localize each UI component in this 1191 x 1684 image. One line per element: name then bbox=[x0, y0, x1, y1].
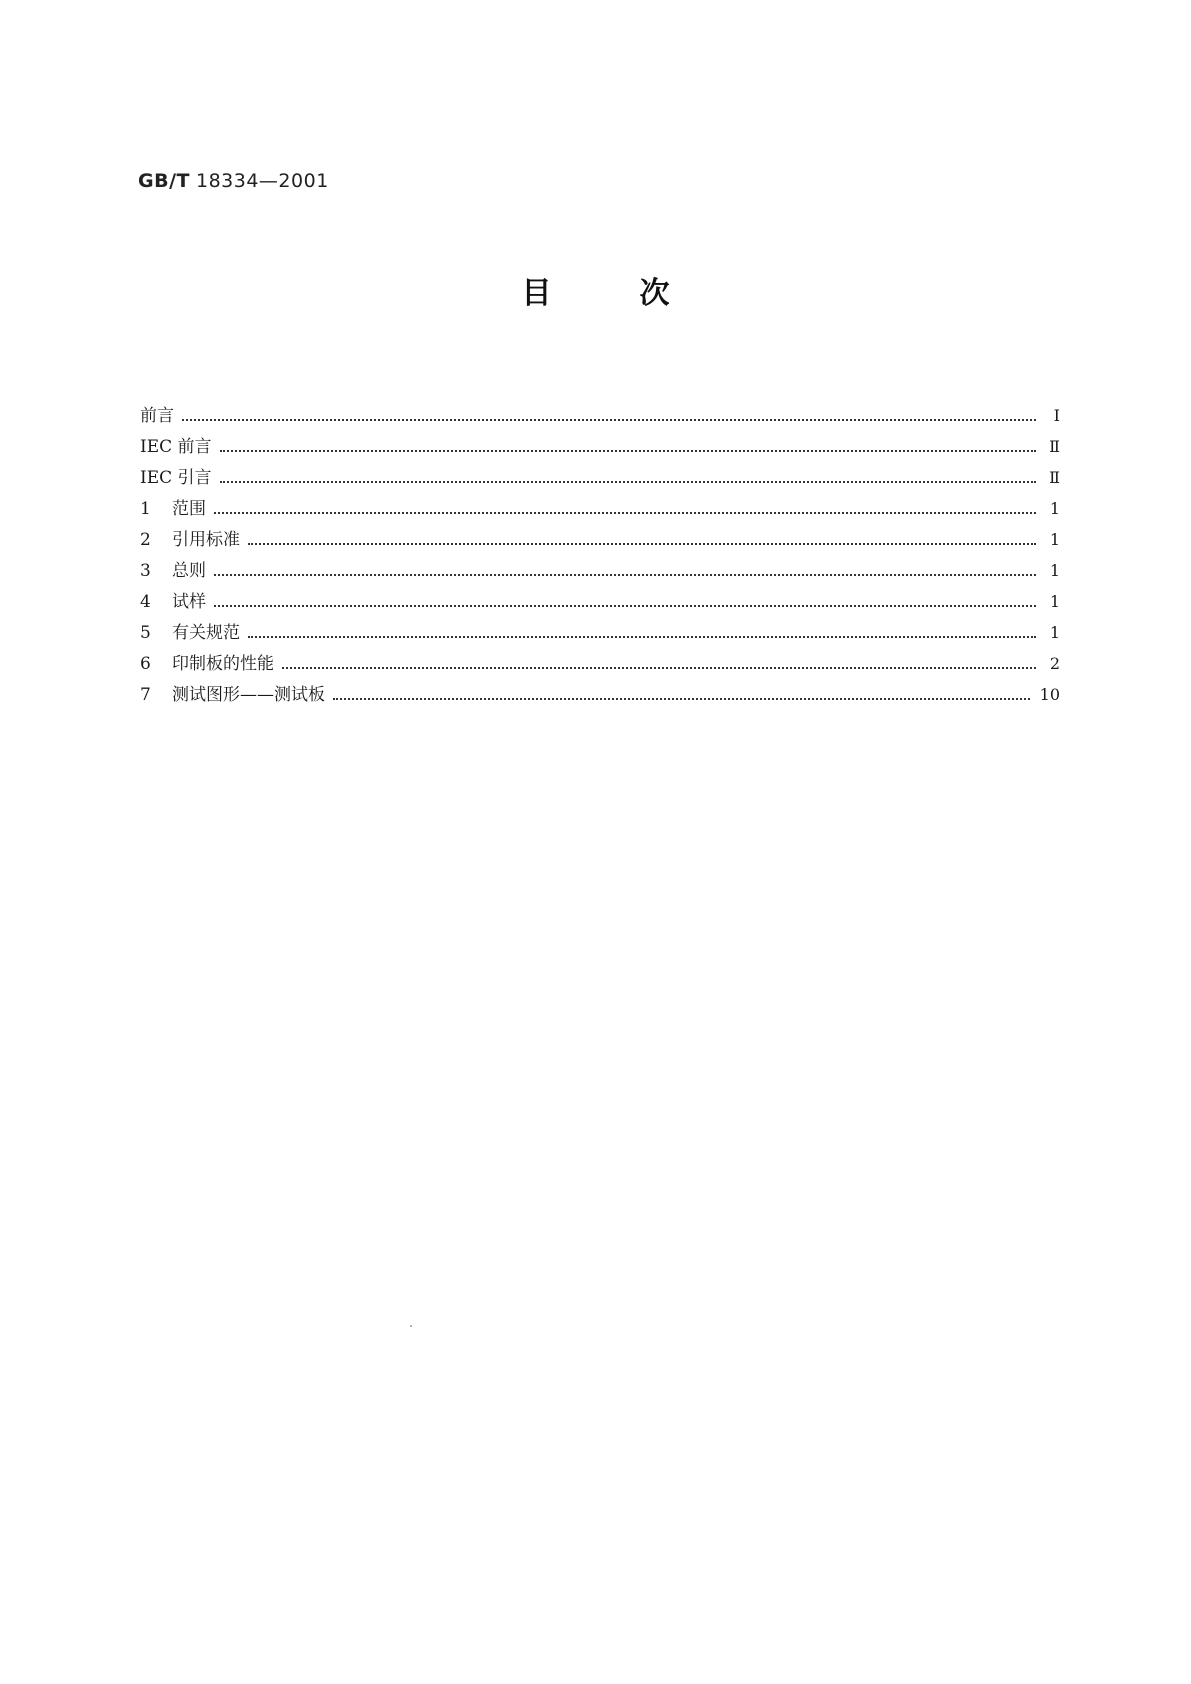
toc-entry-number: 7 bbox=[140, 685, 151, 705]
toc-entry-page: 2 bbox=[1049, 654, 1060, 673]
toc-entry-6[interactable] bbox=[140, 648, 1060, 679]
toc-entry-1[interactable] bbox=[140, 493, 1060, 524]
toc-entry-number: 6 bbox=[140, 654, 151, 674]
standard-prefix: GB/T bbox=[138, 170, 190, 192]
dot-leader bbox=[214, 574, 1036, 576]
toc-entry-iec-foreword[interactable] bbox=[140, 431, 1060, 462]
toc-entry-iec-introduction[interactable] bbox=[140, 462, 1060, 493]
toc-entry-3[interactable] bbox=[140, 555, 1060, 586]
toc-entry-page: 1 bbox=[1049, 499, 1060, 518]
toc-entry-7[interactable] bbox=[140, 679, 1060, 710]
dot-leader bbox=[214, 512, 1036, 514]
toc-entry-page: Ⅰ bbox=[1053, 406, 1060, 425]
toc-entry-foreword[interactable] bbox=[140, 400, 1060, 431]
toc-entry-label: 印制板的性能 bbox=[172, 654, 274, 674]
standard-number: 18334—2001 bbox=[195, 170, 329, 192]
dot-leader bbox=[248, 636, 1036, 638]
toc-entry-page: 1 bbox=[1049, 530, 1060, 549]
toc-entry-number: 5 bbox=[140, 623, 151, 643]
dot-leader bbox=[333, 698, 1030, 700]
dot-leader bbox=[220, 481, 1036, 483]
toc-entry-label: IEC 前言 bbox=[140, 437, 212, 457]
toc-entry-label: IEC 引言 bbox=[140, 468, 212, 488]
page-title: 目次 bbox=[521, 276, 758, 311]
toc-entry-label: 试样 bbox=[172, 592, 206, 612]
dot-leader bbox=[220, 450, 1036, 452]
dot-leader bbox=[248, 543, 1036, 545]
toc-entry-page: 1 bbox=[1049, 561, 1060, 580]
toc-entry-label: 引用标准 bbox=[172, 530, 240, 550]
scan-speck bbox=[410, 1325, 412, 1327]
dot-leader bbox=[182, 419, 1036, 421]
toc-entry-label: 有关规范 bbox=[172, 623, 240, 643]
toc-entry-label: 范围 bbox=[172, 499, 206, 519]
toc-entry-4[interactable] bbox=[140, 586, 1060, 617]
toc-entry-label: 前言 bbox=[140, 406, 174, 426]
toc-entry-2[interactable] bbox=[140, 524, 1060, 555]
dot-leader bbox=[282, 667, 1036, 669]
toc-entry-number: 2 bbox=[140, 530, 151, 550]
toc-entry-label: 总则 bbox=[172, 561, 206, 581]
standard-code bbox=[138, 170, 329, 192]
toc-entry-number: 3 bbox=[140, 561, 151, 581]
table-of-contents bbox=[140, 400, 1060, 710]
toc-entry-label: 测试图形——测试板 bbox=[172, 685, 325, 705]
toc-entry-page: 1 bbox=[1049, 623, 1060, 642]
toc-entry-number: 1 bbox=[140, 499, 151, 519]
toc-entry-page: Ⅱ bbox=[1049, 437, 1060, 456]
toc-entry-page: Ⅱ bbox=[1049, 468, 1060, 487]
toc-entry-page: 1 bbox=[1049, 592, 1060, 611]
toc-entry-page: 10 bbox=[1039, 685, 1060, 704]
dot-leader bbox=[214, 605, 1036, 607]
toc-entry-5[interactable] bbox=[140, 617, 1060, 648]
toc-entry-number: 4 bbox=[140, 592, 151, 612]
